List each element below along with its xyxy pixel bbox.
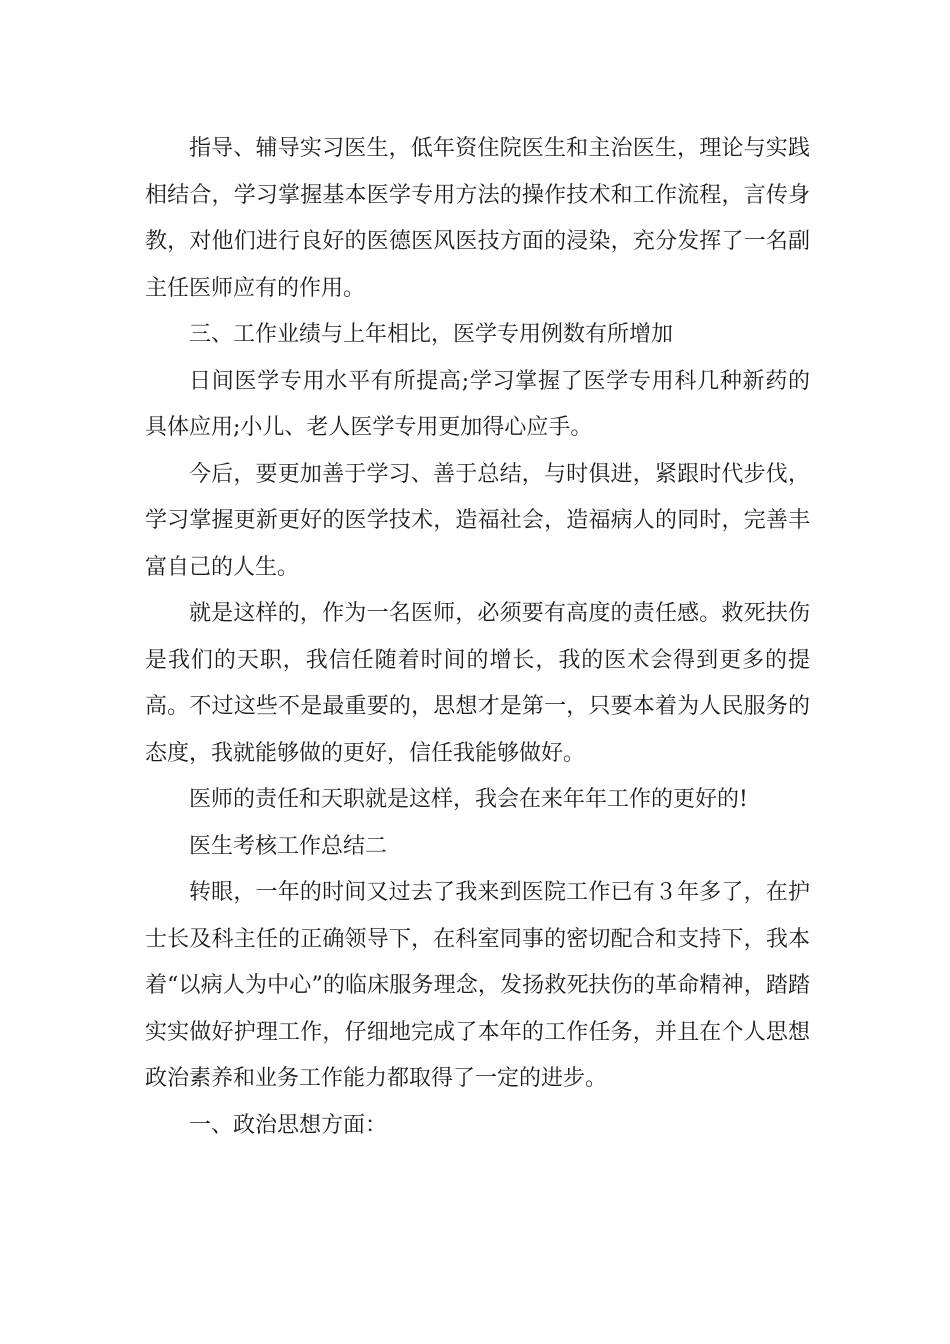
document-title: 医生考核工作总结二 [189, 833, 388, 859]
paragraph: 医师的责任和天职就是这样，我会在来年年工作的更好的! [189, 787, 748, 812]
paragraph: 就是这样的，作为一名医师，必须要有高度的责任感。救死扶伤是我们的天职，我信任随着时间的增长，我的医术会得到更多的提高。不过这些不是最重要的，思想才是第一，只要本着为人民服务的态度，我就能够做的更好，信任我能够做好。 [145, 601, 810, 766]
paragraph: 指导、辅导实习医生，低年资住院医生和主治医生，理论与实践相结合，学习掌握基本医学专用方法的操作技术和工作流程，言传身教，对他们进行良好的医德医风医技方面的浸染，充分发挥了一名副主任医师应有的作用。 [145, 136, 810, 301]
section-heading: 一、政治思想方面： [189, 1112, 388, 1138]
paragraph: 今后，要更加善于学习、善于总结，与时俱进，紧跟时代步伐，学习掌握更新更好的医学技术，造福社会，造福病人的同时，完善丰富自己的人生。 [145, 461, 810, 580]
document-page [145, 126, 810, 1149]
section-heading: 三、工作业绩与上年相比，医学专用例数有所增加 [189, 322, 674, 347]
paragraph: 转眼，一年的时间又过去了我来到医院工作已有３年多了，在护士长及科主任的正确领导下，在科室同事的密切配合和支持下，我本着“以病人为中心”的临床服务理念，发扬救死扶伤的革命精神，踏踏实实做好护理工作，仔细地完成了本年的工作任务，并且在个人思想政治素养和业务工作能力都取得了一定的进步。 [145, 880, 810, 1091]
paragraph: 日间医学专用水平有所提高;学习掌握了医学专用科几种新药的具体应用;小儿、老人医学专用更加得心应手。 [145, 368, 810, 440]
